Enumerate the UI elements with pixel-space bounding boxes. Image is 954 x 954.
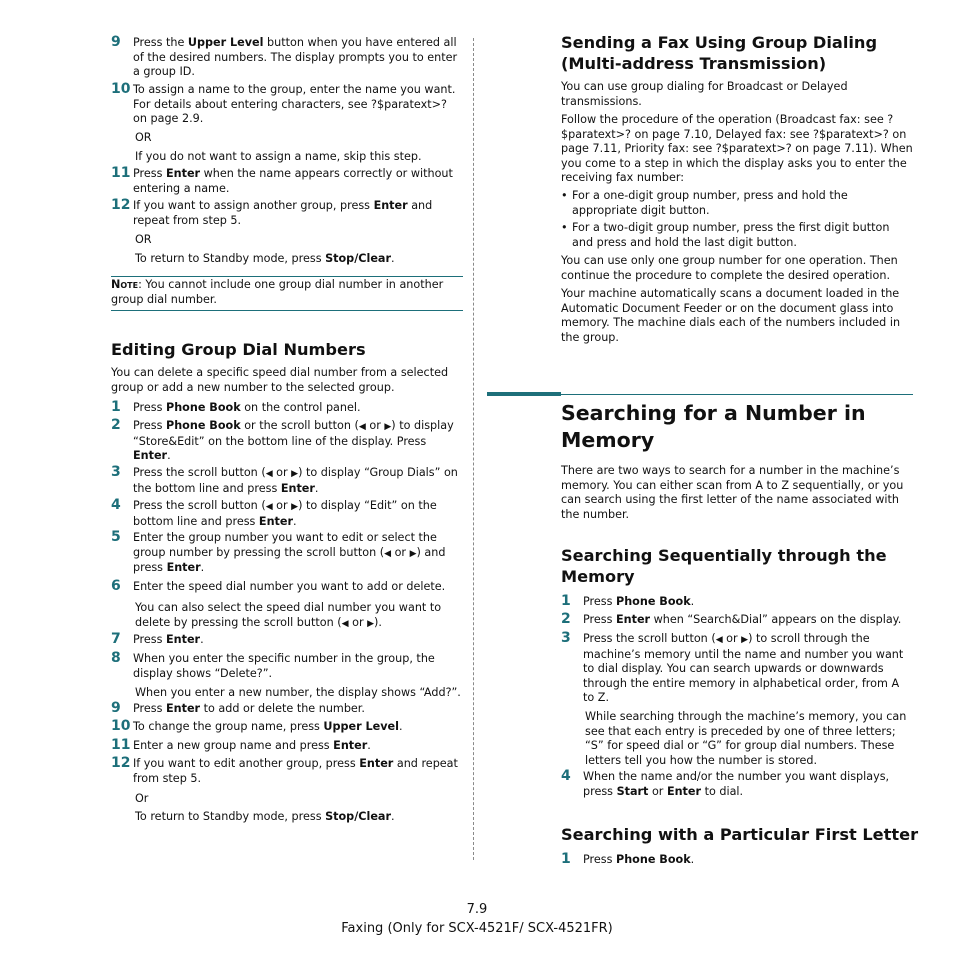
step-text: Press Enter when “Search&Dial” appears on the display. — [583, 613, 902, 626]
bullet-1: • For a one-digit group number, press and hold the appropriate digit button. — [561, 189, 848, 217]
step-number: 11 — [111, 165, 131, 181]
note-bottom-rule — [111, 310, 463, 311]
step-number: 3 — [561, 630, 571, 646]
step-text: Press Phone Book. — [583, 595, 695, 608]
step-number: 9 — [111, 700, 121, 716]
step-number: 1 — [561, 851, 571, 867]
step-number: 2 — [561, 611, 571, 627]
step-text: Press Phone Book or the scroll button (◀ or ▶) to display “Store&Edit” on the bottom line of the display. Press Enter. — [133, 419, 454, 463]
step-text: If you want to assign another group, press Enter and repeat from step 5. — [133, 199, 433, 227]
step-number: 5 — [111, 529, 121, 545]
step-number: 12 — [111, 755, 131, 771]
seq-heading: Searching Sequentially through the Memory — [561, 546, 887, 586]
step-text: When the name and/or the number you want displays, press Start or Enter to dial. — [583, 770, 890, 798]
step-text: Enter the group number you want to edit or select the group number by pressing the scroll button (◀ or ▶) and press Enter. — [133, 531, 446, 575]
step-text: Enter a new group name and press Enter. — [133, 739, 371, 752]
edit-heading: Editing Group Dial Numbers — [111, 340, 366, 359]
step-text: When you enter the specific number in the group, the display shows “Delete?”. — [133, 652, 435, 680]
step-text: Press Enter to add or delete the number. — [133, 702, 365, 715]
step-text: Press the scroll button (◀ or ▶) to display “Edit” on the bottom line and press Enter. — [133, 499, 437, 528]
step-number: 2 — [111, 417, 121, 433]
step-text: Enter the speed dial number you want to add or delete. — [133, 580, 446, 593]
step-text: Press the scroll button (◀ or ▶) to display “Group Dials” on the bottom line and press Enter. — [133, 466, 458, 495]
step-text: Press Enter when the name appears correctly or without entering a name. — [133, 167, 453, 195]
group-p4: Your machine automatically scans a document loaded in the Automatic Document Feeder or on the document glass into memory. The machine dials each of the numbers included in the group. — [561, 287, 901, 344]
step-number: 1 — [561, 593, 571, 609]
page-number: 7.9 — [466, 902, 488, 917]
footer-title: Faxing (Only for SCX-4521F/ SCX-4521FR) — [341, 921, 613, 936]
step-number: 4 — [561, 768, 571, 784]
step-text: To assign a name to the group, enter the name you want. For details about entering characters, see ?$paratext>? on page 2.9. — [133, 83, 456, 126]
step-text: To change the group name, press Upper Level. — [133, 720, 403, 733]
step-number: 8 — [111, 650, 121, 666]
step-number: 11 — [111, 737, 131, 753]
section-rule — [487, 392, 913, 397]
or-text: OR — [135, 131, 152, 144]
step-text: Press Phone Book on the control panel. — [133, 401, 361, 414]
step-number: 4 — [111, 497, 121, 513]
seq-step3-sub: While searching through the machine’s memory, you can see that each entry is preceded by one of three letters; “S” for speed dial or “G” for group dial numbers. These letters tell you how the number is stored. — [585, 710, 907, 767]
search-intro: There are two ways to search for a number in the machine’s memory. You can either scan from A to Z sequentially, or you can search using the first letter of the name associated with the number. — [561, 464, 904, 521]
step-number: 10 — [111, 718, 131, 734]
group-dial-heading: Sending a Fax Using Group Dialing (Multi-address Transmission) — [561, 33, 878, 73]
step-number: 7 — [111, 631, 121, 647]
step-text: Press the scroll button (◀ or ▶) to scroll through the machine’s memory until the name and number you want to dial display. You can search upwards or downwards through the entire memory in alphabetical order, from A to Z. — [583, 632, 904, 705]
step-number: 10 — [111, 81, 131, 97]
step-text: Press Enter. — [133, 633, 204, 646]
column-divider — [473, 38, 474, 860]
step-number: 12 — [111, 197, 131, 213]
step-text: Press the Upper Level button when you have entered all of the desired numbers. The display prompts you to enter a group ID. — [133, 36, 458, 79]
step6-sub: You can also select the speed dial number you want to delete by pressing the scroll button (◀ or ▶). — [135, 601, 442, 629]
note-label: Note — [111, 278, 139, 291]
note: Note: You cannot include one group dial number in another group dial number. — [111, 278, 444, 306]
return-text: To return to Standby mode, press Stop/Clear. — [135, 810, 395, 823]
search-heading: Searching for a Number in Memory — [561, 401, 866, 452]
group-p3: You can use only one group number for one operation. Then continue the procedure to complete the desired operation. — [561, 254, 898, 282]
group-p1: You can use group dialing for Broadcast or Delayed transmissions. — [561, 80, 848, 108]
step-number: 6 — [111, 578, 121, 594]
right-column — [561, 0, 919, 954]
bullet-2: • For a two-digit group number, press the first digit button and press and hold the last digit button. — [561, 221, 890, 249]
or-text: Or — [135, 792, 149, 805]
or-text: OR — [135, 233, 152, 246]
step-text: Press Phone Book. — [583, 853, 695, 866]
step-number: 3 — [111, 464, 121, 480]
step-number: 9 — [111, 34, 121, 50]
edit-intro: You can delete a specific speed dial number from a selected group or add a new number to the selected group. — [111, 366, 449, 394]
note-top-rule — [111, 276, 463, 277]
return-text: To return to Standby mode, press Stop/Clear. — [135, 252, 395, 265]
first-letter-heading: Searching with a Particular First Letter — [561, 825, 919, 844]
group-p2: Follow the procedure of the operation (Broadcast fax: see ?$paratext>? on page 7.10, Delayed fax: see ?$paratext>? on page 7.11, Priority fax: see ?$paratext>? on page 7.11). When you come to a step in which the display asks you to enter the receiving fax number: — [561, 113, 913, 185]
left-column — [111, 0, 463, 954]
step8-sub: When you enter a new number, the display shows “Add?”. — [135, 686, 461, 699]
step-text: If you want to edit another group, press Enter and repeat from step 5. — [133, 757, 458, 785]
step-number: 1 — [111, 399, 121, 415]
skip-text: If you do not want to assign a name, skip this step. — [135, 150, 422, 163]
